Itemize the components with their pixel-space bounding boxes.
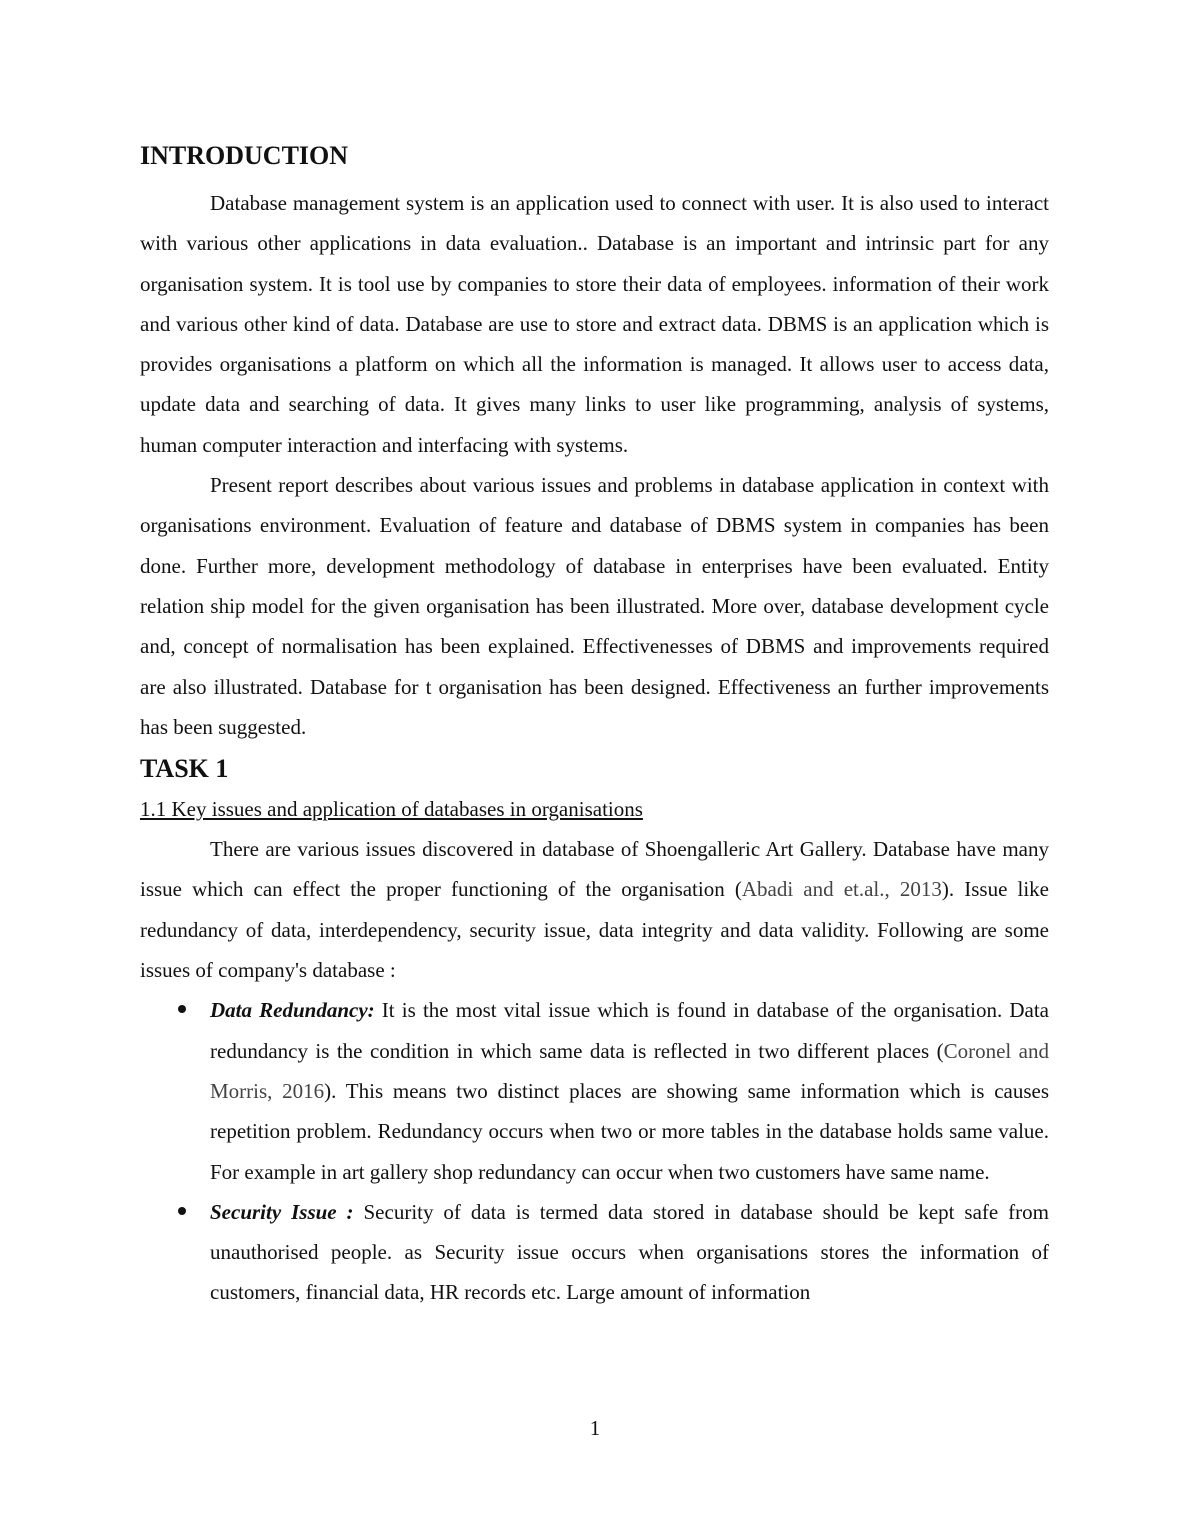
task1-paragraph-1 (140, 829, 1049, 990)
list-item-data-redundancy (140, 990, 1049, 1191)
section-1-1-subheading: 1.1 Key issues and application of databases in organisations (140, 797, 643, 822)
citation-abadi: Abadi and et.al., 2013 (741, 877, 942, 902)
list-item-security-issue (140, 1192, 1049, 1313)
item-text: Security of data is termed data stored in database should be kept safe from unauthorised people. as Security issue occurs when organisations stores the information of customers, financial data, HR records etc. Large amount of information (210, 1199, 1049, 1305)
intro-paragraph-2: Present report describes about various issues and problems in database application in context with organisations environment. Evaluation of feature and database of DBMS system in companies has been done. Further more, development methodology of database in enterprises have been evaluated. Entity relation ship model for the given organisation has been illustrated. More over, database development cycle and, concept of normalisation has been explained. Effectivenesses of DBMS and improvements required are also illustrated. Database for t organisation has been designed. Effectiveness an further improvements has been suggested. (140, 473, 1049, 739)
term-security-issue: Security Issue : (210, 1199, 354, 1224)
paragraph-text: ). Issue like redundancy of data, interdependency, security issue, data integrity and data validity. Following are some issues of company's database : (140, 877, 1050, 983)
intro-paragraph-1: Database management system is an application used to connect with user. It is also used to interact with various other applications in data evaluation.. Database is an important and intrinsic part for any organisation system. It is tool use by companies to store their data of employees. information of their work and various other kind of data. Database are use to store and extract data. DBMS is an application which is provides organisations a platform on which all the information is managed. It allows user to access data, update data and searching of data. It gives many links to user like programming, analysis of systems, human computer interaction and interfacing with systems. (140, 191, 1049, 457)
item-text: ). This means two distinct places are showing same information which is causes repetition problem. Redundancy occurs when two or more tables in the database holds same value. For example in art gallery shop redundancy can occur when two customers have same name. (210, 1078, 1049, 1184)
document-page (140, 138, 1049, 1313)
citation-coronel: Coronel and Morris, 2016 (210, 1038, 1049, 1103)
bullet-icon (178, 1005, 186, 1013)
page-number: 1 (589, 1416, 601, 1440)
item-text: It is the most vital issue which is found in database of the organisation. Data redundancy is the condition in which same data is reflected in two different places ( (210, 998, 1049, 1063)
list-item-text (210, 1192, 1049, 1313)
paragraph-text: There are various issues discovered in database of Shoengalleric Art Gallery. Database have many issue which can effect the proper functioning of the organisation ( (140, 837, 1049, 902)
issues-list (140, 990, 1049, 1312)
term-data-redundancy: Data Redundancy: (210, 998, 375, 1023)
bullet-icon (178, 1207, 186, 1215)
task-1-heading: TASK 1 (140, 754, 229, 784)
introduction-heading: INTRODUCTION (140, 141, 349, 170)
list-item-text (210, 990, 1049, 1191)
